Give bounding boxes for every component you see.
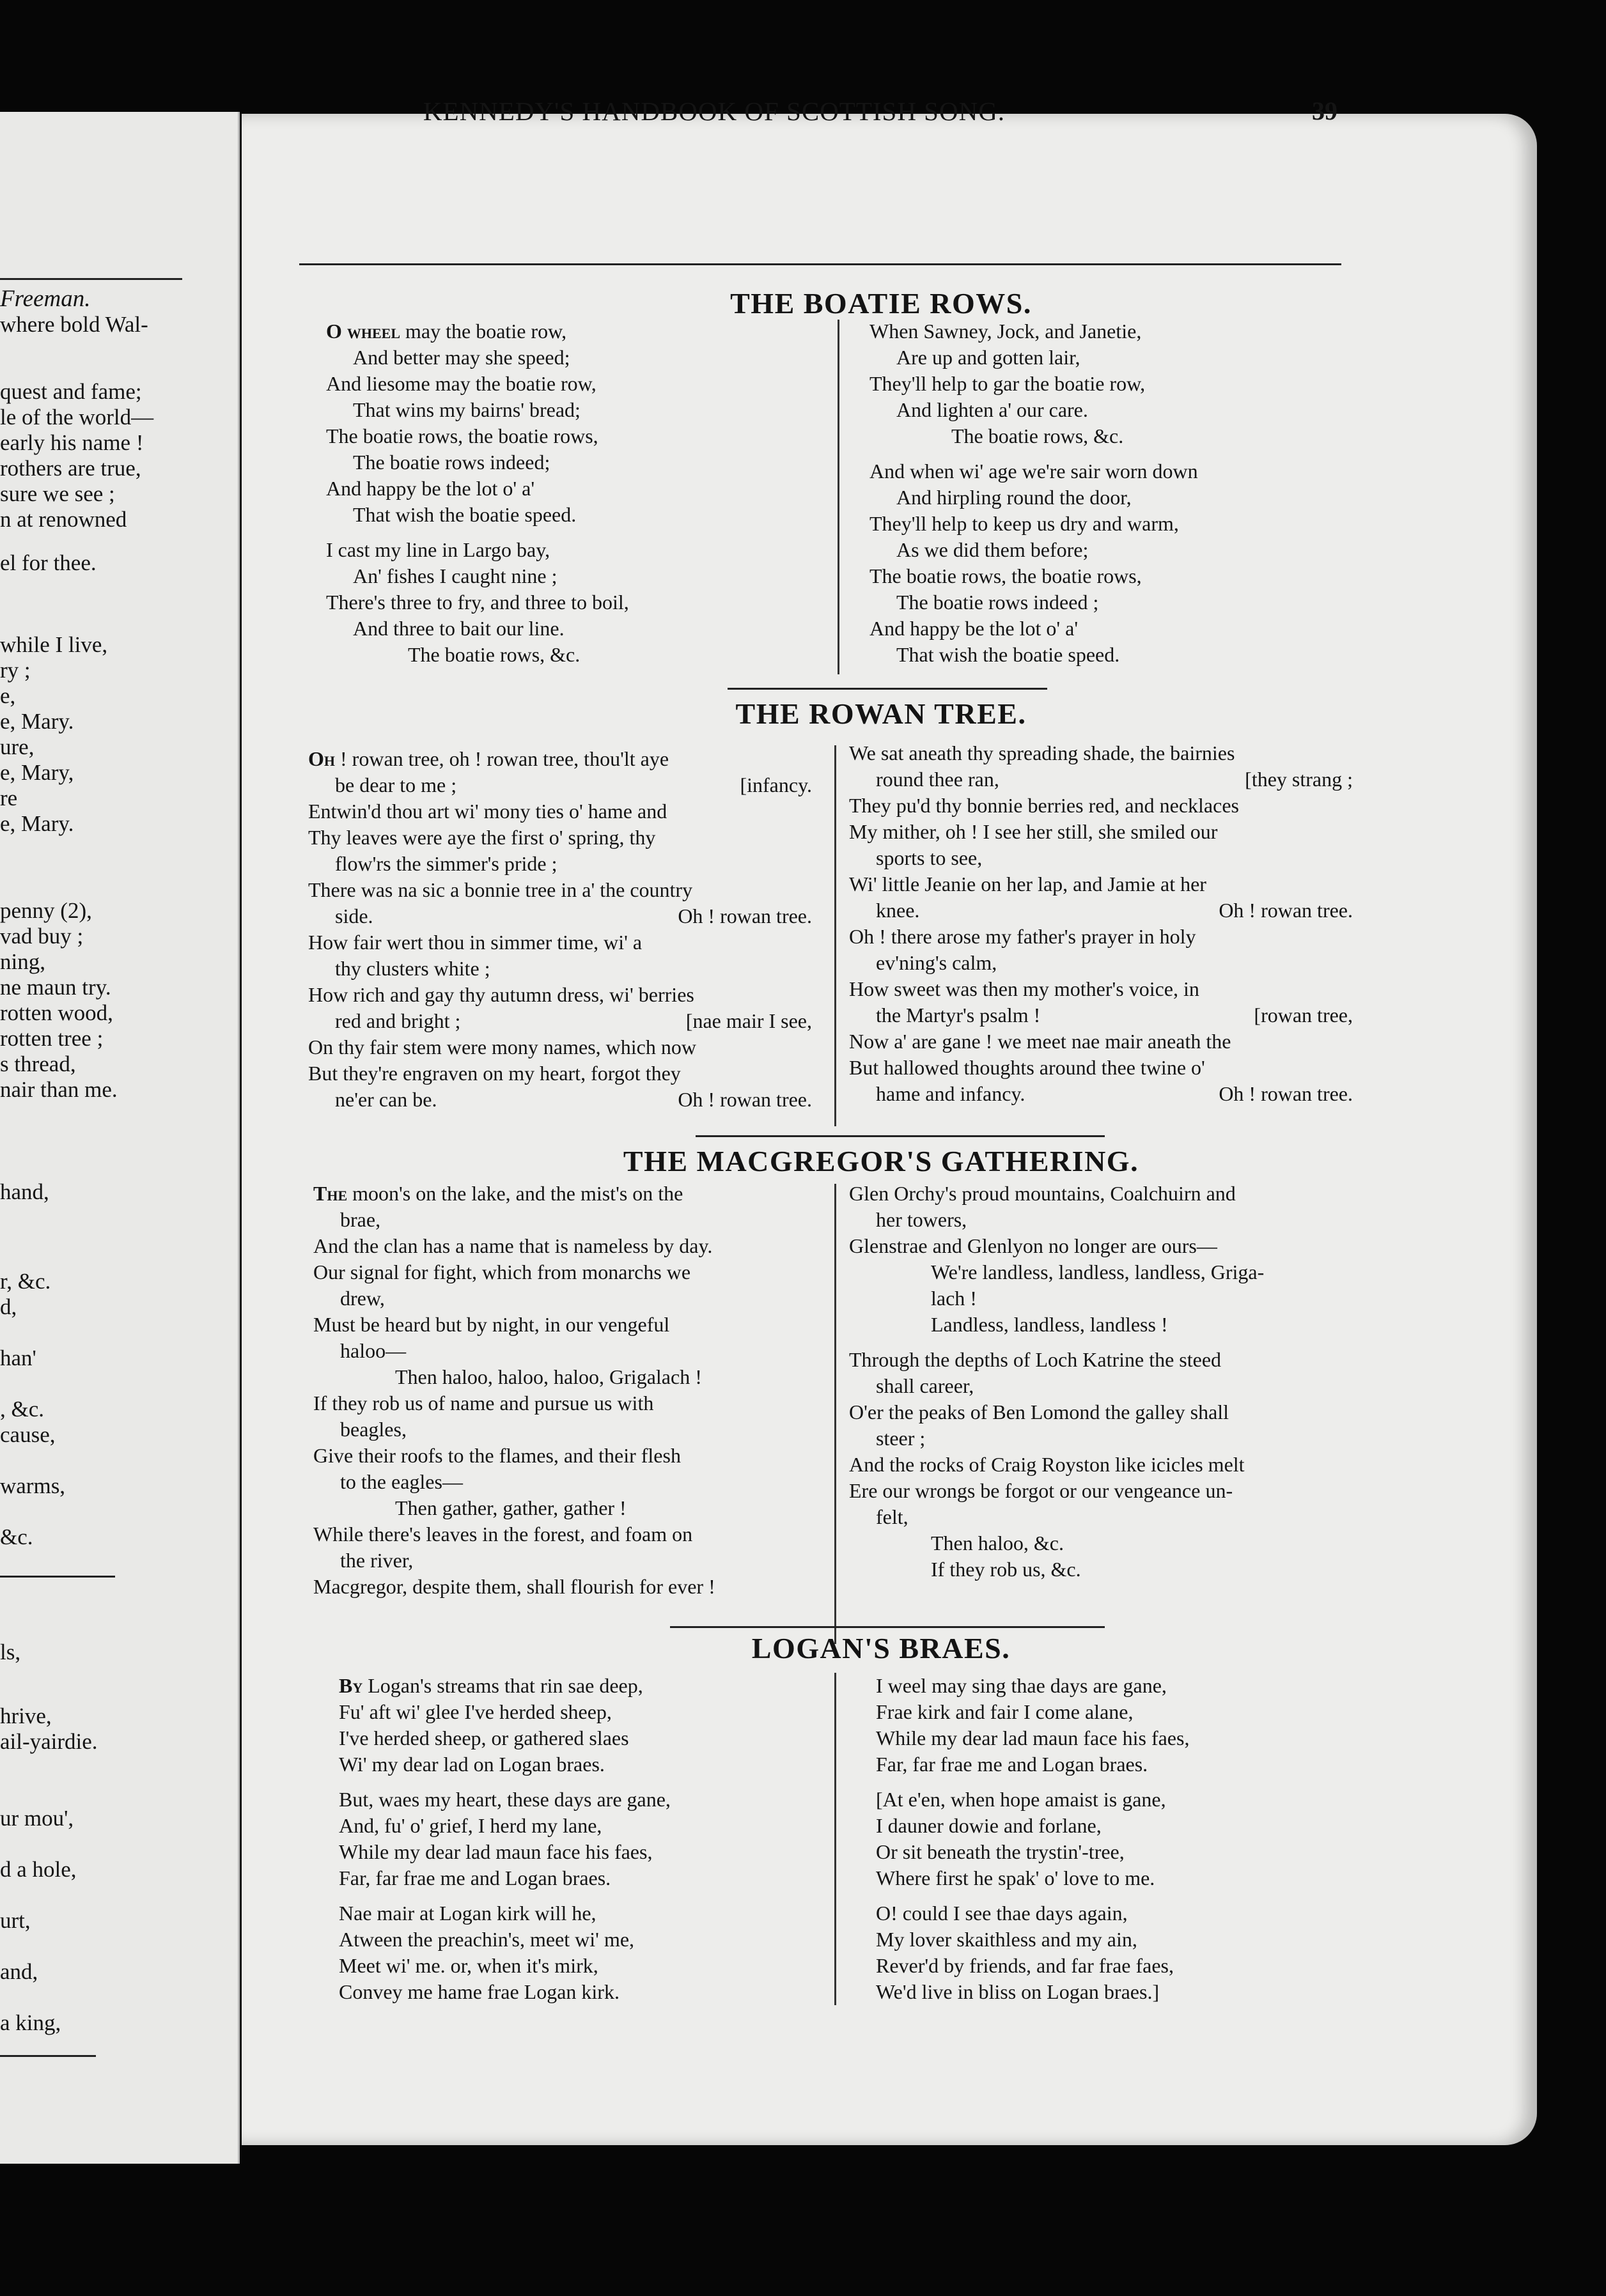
left-page-line: d, <box>0 1294 17 1319</box>
verse-line: While there's leaves in the forest, and foam on <box>313 1523 693 1546</box>
verse-line: And hirpling round the door, <box>896 486 1132 509</box>
verse-line: the Martyr's psalm ! [rowan tree, <box>876 1004 1353 1027</box>
verse-line: The moon's on the lake, and the mist's on the <box>313 1182 683 1205</box>
column-separator <box>834 1184 836 1644</box>
verse-line: There was na sic a bonnie tree in a' the country <box>308 878 693 901</box>
verse-line: steer ; <box>876 1427 926 1450</box>
verse-line: Macgregor, despite them, shall flourish for ever ! <box>313 1575 715 1598</box>
verse-line: That wish the boatie speed. <box>353 503 577 526</box>
verse-line: Our signal for fight, which from monarchs we <box>313 1260 691 1284</box>
verse-line: But hallowed thoughts around thee twine o' <box>849 1056 1205 1079</box>
song-title: THE ROWAN TREE. <box>735 697 1027 730</box>
verse-line: Or sit beneath the trystin'-tree, <box>876 1840 1125 1863</box>
left-page-line: where bold Wal- <box>0 312 148 337</box>
left-page-line: ning, <box>0 949 45 974</box>
verse-line: Thy leaves were aye the first o' spring, thy <box>308 826 656 849</box>
verse-line: O'er the peaks of Ben Lomond the galley shall <box>849 1400 1229 1423</box>
left-page-line: e, Mary, <box>0 760 74 785</box>
verse-line: Give their roofs to the flames, and their flesh <box>313 1444 681 1467</box>
verse-line: red and bright ; [nae mair I see, <box>335 1009 812 1032</box>
verse-line: How rich and gay thy autumn dress, wi' berries <box>308 983 694 1006</box>
song-column-left <box>308 746 812 1113</box>
verse-line: Glenstrae and Glenlyon no longer are ours— <box>849 1234 1217 1257</box>
verse-line: My mither, oh ! I see her still, she smiled our <box>849 820 1218 843</box>
verse-line: While my dear lad maun face his faes, <box>339 1840 653 1863</box>
verse-line: Glen Orchy's proud mountains, Coalchuirn and <box>849 1182 1236 1205</box>
verse-line: haloo— <box>340 1339 407 1362</box>
verse-line: O wheel may the boatie row, <box>326 320 567 343</box>
song-column-left <box>313 1181 813 1600</box>
verse-line: be dear to me ; [infancy. <box>335 773 812 796</box>
verse-line: beagles, <box>340 1418 407 1441</box>
verse-line: Rever'd by friends, and far frae faes, <box>876 1954 1174 1977</box>
left-page-rule-top <box>0 278 182 280</box>
verse-line: Through the depths of Loch Katrine the steed <box>849 1348 1222 1371</box>
verse-line: hame and infancy. Oh ! rowan tree. <box>876 1082 1353 1105</box>
left-page-line: s thread, <box>0 1051 76 1076</box>
verse-line: felt, <box>876 1505 908 1528</box>
verse-line: I've herded sheep, or gathered slaes <box>339 1726 629 1749</box>
verse-line: Convey me hame frae Logan kirk. <box>339 1980 620 2003</box>
verse-line: flow'rs the simmer's pride ; <box>335 852 557 875</box>
initial-word: Oh <box>308 747 336 770</box>
left-page-line: n at renowned <box>0 507 127 532</box>
left-page-line: le of the world— <box>0 405 154 430</box>
verse-line: Landless, landless, landless ! <box>931 1313 1168 1336</box>
header-rule <box>299 263 1341 265</box>
left-page-line: ry ; <box>0 658 31 683</box>
song-divider <box>728 688 1047 690</box>
verse-line: Oh ! there arose my father's prayer in holy <box>849 925 1196 948</box>
verse-line: They'll help to keep us dry and warm, <box>869 512 1179 535</box>
verse-line: As we did them before; <box>896 538 1089 561</box>
running-title: KENNEDY'S HANDBOOK OF SCOTTISH SONG. <box>423 97 1006 126</box>
verse-line: There's three to fry, and three to boil, <box>326 591 629 614</box>
verse-line: knee. Oh ! rowan tree. <box>876 899 1353 922</box>
verse-line: I dauner dowie and forlane, <box>876 1814 1102 1837</box>
verse-line: And happy be the lot o' a' <box>326 477 535 500</box>
verse-line: That wins my bairns' bread; <box>353 398 581 421</box>
left-page-line: cause, <box>0 1422 56 1447</box>
verse-line: How fair wert thou in simmer time, wi' a <box>308 931 643 954</box>
verse-line: Are up and gotten lair, <box>896 346 1080 369</box>
left-page-line: ure, <box>0 734 35 759</box>
song-column-right <box>869 318 1355 668</box>
song-divider <box>670 1626 1105 1628</box>
song-column-right <box>849 1181 1354 1583</box>
verse-line: And three to bait our line. <box>353 617 565 640</box>
left-page-line: e, <box>0 683 16 708</box>
verse-line: The boatie rows, the boatie rows, <box>869 564 1142 587</box>
song-title: THE MACGREGOR'S GATHERING. <box>623 1145 1139 1177</box>
left-page-line: d a hole, <box>0 1857 77 1882</box>
verse-line: lach ! <box>931 1287 977 1310</box>
left-page-line: sure we see ; <box>0 481 115 506</box>
verse-line: Far, far frae me and Logan braes. <box>339 1866 611 1889</box>
verse-line: They pu'd thy bonnie berries red, and necklaces <box>849 794 1239 817</box>
initial-word: O wheel <box>326 320 401 343</box>
verse-line: We're landless, landless, landless, Griga- <box>931 1260 1265 1284</box>
verse-line: And, fu' o' grief, I herd my lane, <box>339 1814 602 1837</box>
verse-line: And when wi' age we're sair worn down <box>869 460 1198 483</box>
left-page-line: ne maun try. <box>0 975 111 1000</box>
verse-line: But they're engraven on my heart, forgot they <box>308 1062 681 1085</box>
verse-line: Atween the preachin's, meet wi' me, <box>339 1928 635 1951</box>
verse-line: While my dear lad maun face his faes, <box>876 1726 1190 1749</box>
left-page-line: rotten tree ; <box>0 1026 104 1051</box>
verse-line: The boatie rows indeed ; <box>896 591 1099 614</box>
left-page-line: han' <box>0 1346 36 1370</box>
verse-line: Oh ! rowan tree, oh ! rowan tree, thou'lt aye <box>308 747 669 770</box>
verse-line: round thee ran, [they strang ; <box>876 768 1353 791</box>
verse-line: The boatie rows, &c. <box>951 424 1124 447</box>
verse-line: The boatie rows, the boatie rows, <box>326 424 598 447</box>
verse-line: And lighten a' our care. <box>896 398 1088 421</box>
verse-line: drew, <box>340 1287 385 1310</box>
verse-line: The boatie rows, &c. <box>408 643 581 666</box>
verse-line: But, waes my heart, these days are gane, <box>339 1788 671 1811</box>
verse-line: side. Oh ! rowan tree. <box>335 904 812 927</box>
left-page-line: rothers are true, <box>0 456 141 481</box>
song-column-left <box>339 1673 812 2005</box>
left-page-line: , &c. <box>0 1397 45 1422</box>
verse-line: An' fishes I caught nine ; <box>353 564 557 587</box>
left-page-line: penny (2), <box>0 898 92 923</box>
song-column-right <box>849 740 1353 1107</box>
left-page-line: early his name ! <box>0 430 144 455</box>
verse-line: My lover skaithless and my ain, <box>876 1928 1137 1951</box>
initial-word: The <box>313 1182 348 1205</box>
verse-line: Ere our wrongs be forgot or our vengeance un- <box>849 1479 1233 1502</box>
verse-line: And the clan has a name that is nameless by day. <box>313 1234 713 1257</box>
left-page-line: a king, <box>0 2010 61 2035</box>
verse-line: Meet wi' me. or, when it's mirk, <box>339 1954 598 1977</box>
left-page-line: urt, <box>0 1908 31 1933</box>
song-title: THE BOATIE ROWS. <box>730 287 1032 320</box>
left-page-line: ur mou', <box>0 1806 74 1831</box>
left-page-line: and, <box>0 1959 38 1984</box>
verse-line: And the rocks of Craig Royston like icicles melt <box>849 1453 1245 1476</box>
song-column-right <box>876 1673 1362 2005</box>
verse-line: When Sawney, Jock, and Janetie, <box>869 320 1142 343</box>
verse-line: I cast my line in Largo bay, <box>326 538 550 561</box>
verse-line: brae, <box>340 1208 381 1231</box>
left-page-line: r, &c. <box>0 1269 51 1294</box>
verse-line: We'd live in bliss on Logan braes.] <box>876 1980 1160 2003</box>
verse-line: thy clusters white ; <box>335 957 490 980</box>
verse-line: Frae kirk and fair I come alane, <box>876 1700 1134 1723</box>
left-page-line: ail-yairdie. <box>0 1729 98 1754</box>
verse-line: Wi' little Jeanie on her lap, and Jamie at her <box>849 873 1206 896</box>
verse-line: Now a' are gane ! we meet nae mair aneath the <box>849 1030 1231 1053</box>
page-number: 39 <box>1312 97 1337 125</box>
verse-line: the river, <box>340 1549 414 1572</box>
verse-line: ev'ning's calm, <box>876 951 997 974</box>
verse-line: Entwin'd thou art wi' mony ties o' hame and <box>308 800 667 823</box>
verse-line: On thy fair stem were mony names, which now <box>308 1036 696 1059</box>
verse-line: ne'er can be. Oh ! rowan tree. <box>335 1088 812 1111</box>
page-header <box>238 96 1337 134</box>
verse-line: By Logan's streams that rin sae deep, <box>339 1674 643 1697</box>
left-page-line: ls, <box>0 1640 21 1664</box>
left-page-line: re <box>0 786 18 811</box>
verse-line: Then gather, gather, gather ! <box>395 1496 627 1519</box>
left-page-rule-bottom <box>0 2055 96 2057</box>
verse-line: [At e'en, when hope amaist is gane, <box>876 1788 1166 1811</box>
left-page-line: rotten wood, <box>0 1000 113 1025</box>
song-column-left <box>326 318 850 668</box>
left-page-fragment <box>0 112 240 2164</box>
verse-line: her towers, <box>876 1208 967 1231</box>
left-page-line: e, Mary. <box>0 811 74 836</box>
verse-line: If they rob us of name and pursue us with <box>313 1392 654 1415</box>
verse-line: And liesome may the boatie row, <box>326 372 596 395</box>
verse-line: Nae mair at Logan kirk will he, <box>339 1902 596 1925</box>
verse-line: shall career, <box>876 1374 974 1397</box>
verse-line: I weel may sing thae days are gane, <box>876 1674 1167 1697</box>
verse-line: How sweet was then my mother's voice, in <box>849 977 1199 1000</box>
verse-line: The boatie rows indeed; <box>353 451 550 474</box>
left-page-line: vad buy ; <box>0 924 84 949</box>
left-page-line: e, Mary. <box>0 709 74 734</box>
verse-line: Then haloo, haloo, haloo, Grigalach ! <box>395 1365 702 1388</box>
left-page-line: hrive, <box>0 1703 52 1728</box>
verse-line: Must be heard but by night, in our vengeful <box>313 1313 670 1336</box>
verse-line: to the eagles— <box>340 1470 463 1493</box>
left-page-line: hand, <box>0 1179 49 1204</box>
verse-line: That wish the boatie speed. <box>896 643 1120 666</box>
verse-line: They'll help to gar the boatie row, <box>869 372 1146 395</box>
verse-line: Then haloo, &c. <box>931 1532 1064 1555</box>
column-separator <box>834 1673 836 2005</box>
verse-line: If they rob us, &c. <box>931 1558 1081 1581</box>
left-page-line: Freeman. <box>0 286 91 312</box>
verse-line: O! could I see thae days again, <box>876 1902 1128 1925</box>
verse-line: Where first he spak' o' love to me. <box>876 1866 1155 1889</box>
left-page-line: nair than me. <box>0 1077 118 1102</box>
verse-line: sports to see, <box>876 846 983 869</box>
verse-line: Far, far frae me and Logan braes. <box>876 1753 1148 1776</box>
song-title: LOGAN'S BRAES. <box>751 1632 1011 1664</box>
verse-line: We sat aneath thy spreading shade, the bairnies <box>849 741 1235 764</box>
initial-word: By <box>339 1674 363 1697</box>
verse-line: Fu' aft wi' glee I've herded sheep, <box>339 1700 612 1723</box>
left-page-line: el for thee. <box>0 550 97 575</box>
left-page-line: while I live, <box>0 632 108 657</box>
left-page-line: warms, <box>0 1473 66 1498</box>
left-page-line: &c. <box>0 1524 33 1549</box>
left-page-line: quest and fame; <box>0 379 142 404</box>
column-separator <box>834 745 836 1126</box>
verse-line: And better may she speed; <box>353 346 570 369</box>
verse-line: Wi' my dear lad on Logan braes. <box>339 1753 605 1776</box>
song-divider <box>696 1135 1105 1137</box>
verse-line: And happy be the lot o' a' <box>869 617 1079 640</box>
left-page-rule-middle <box>0 1576 115 1578</box>
